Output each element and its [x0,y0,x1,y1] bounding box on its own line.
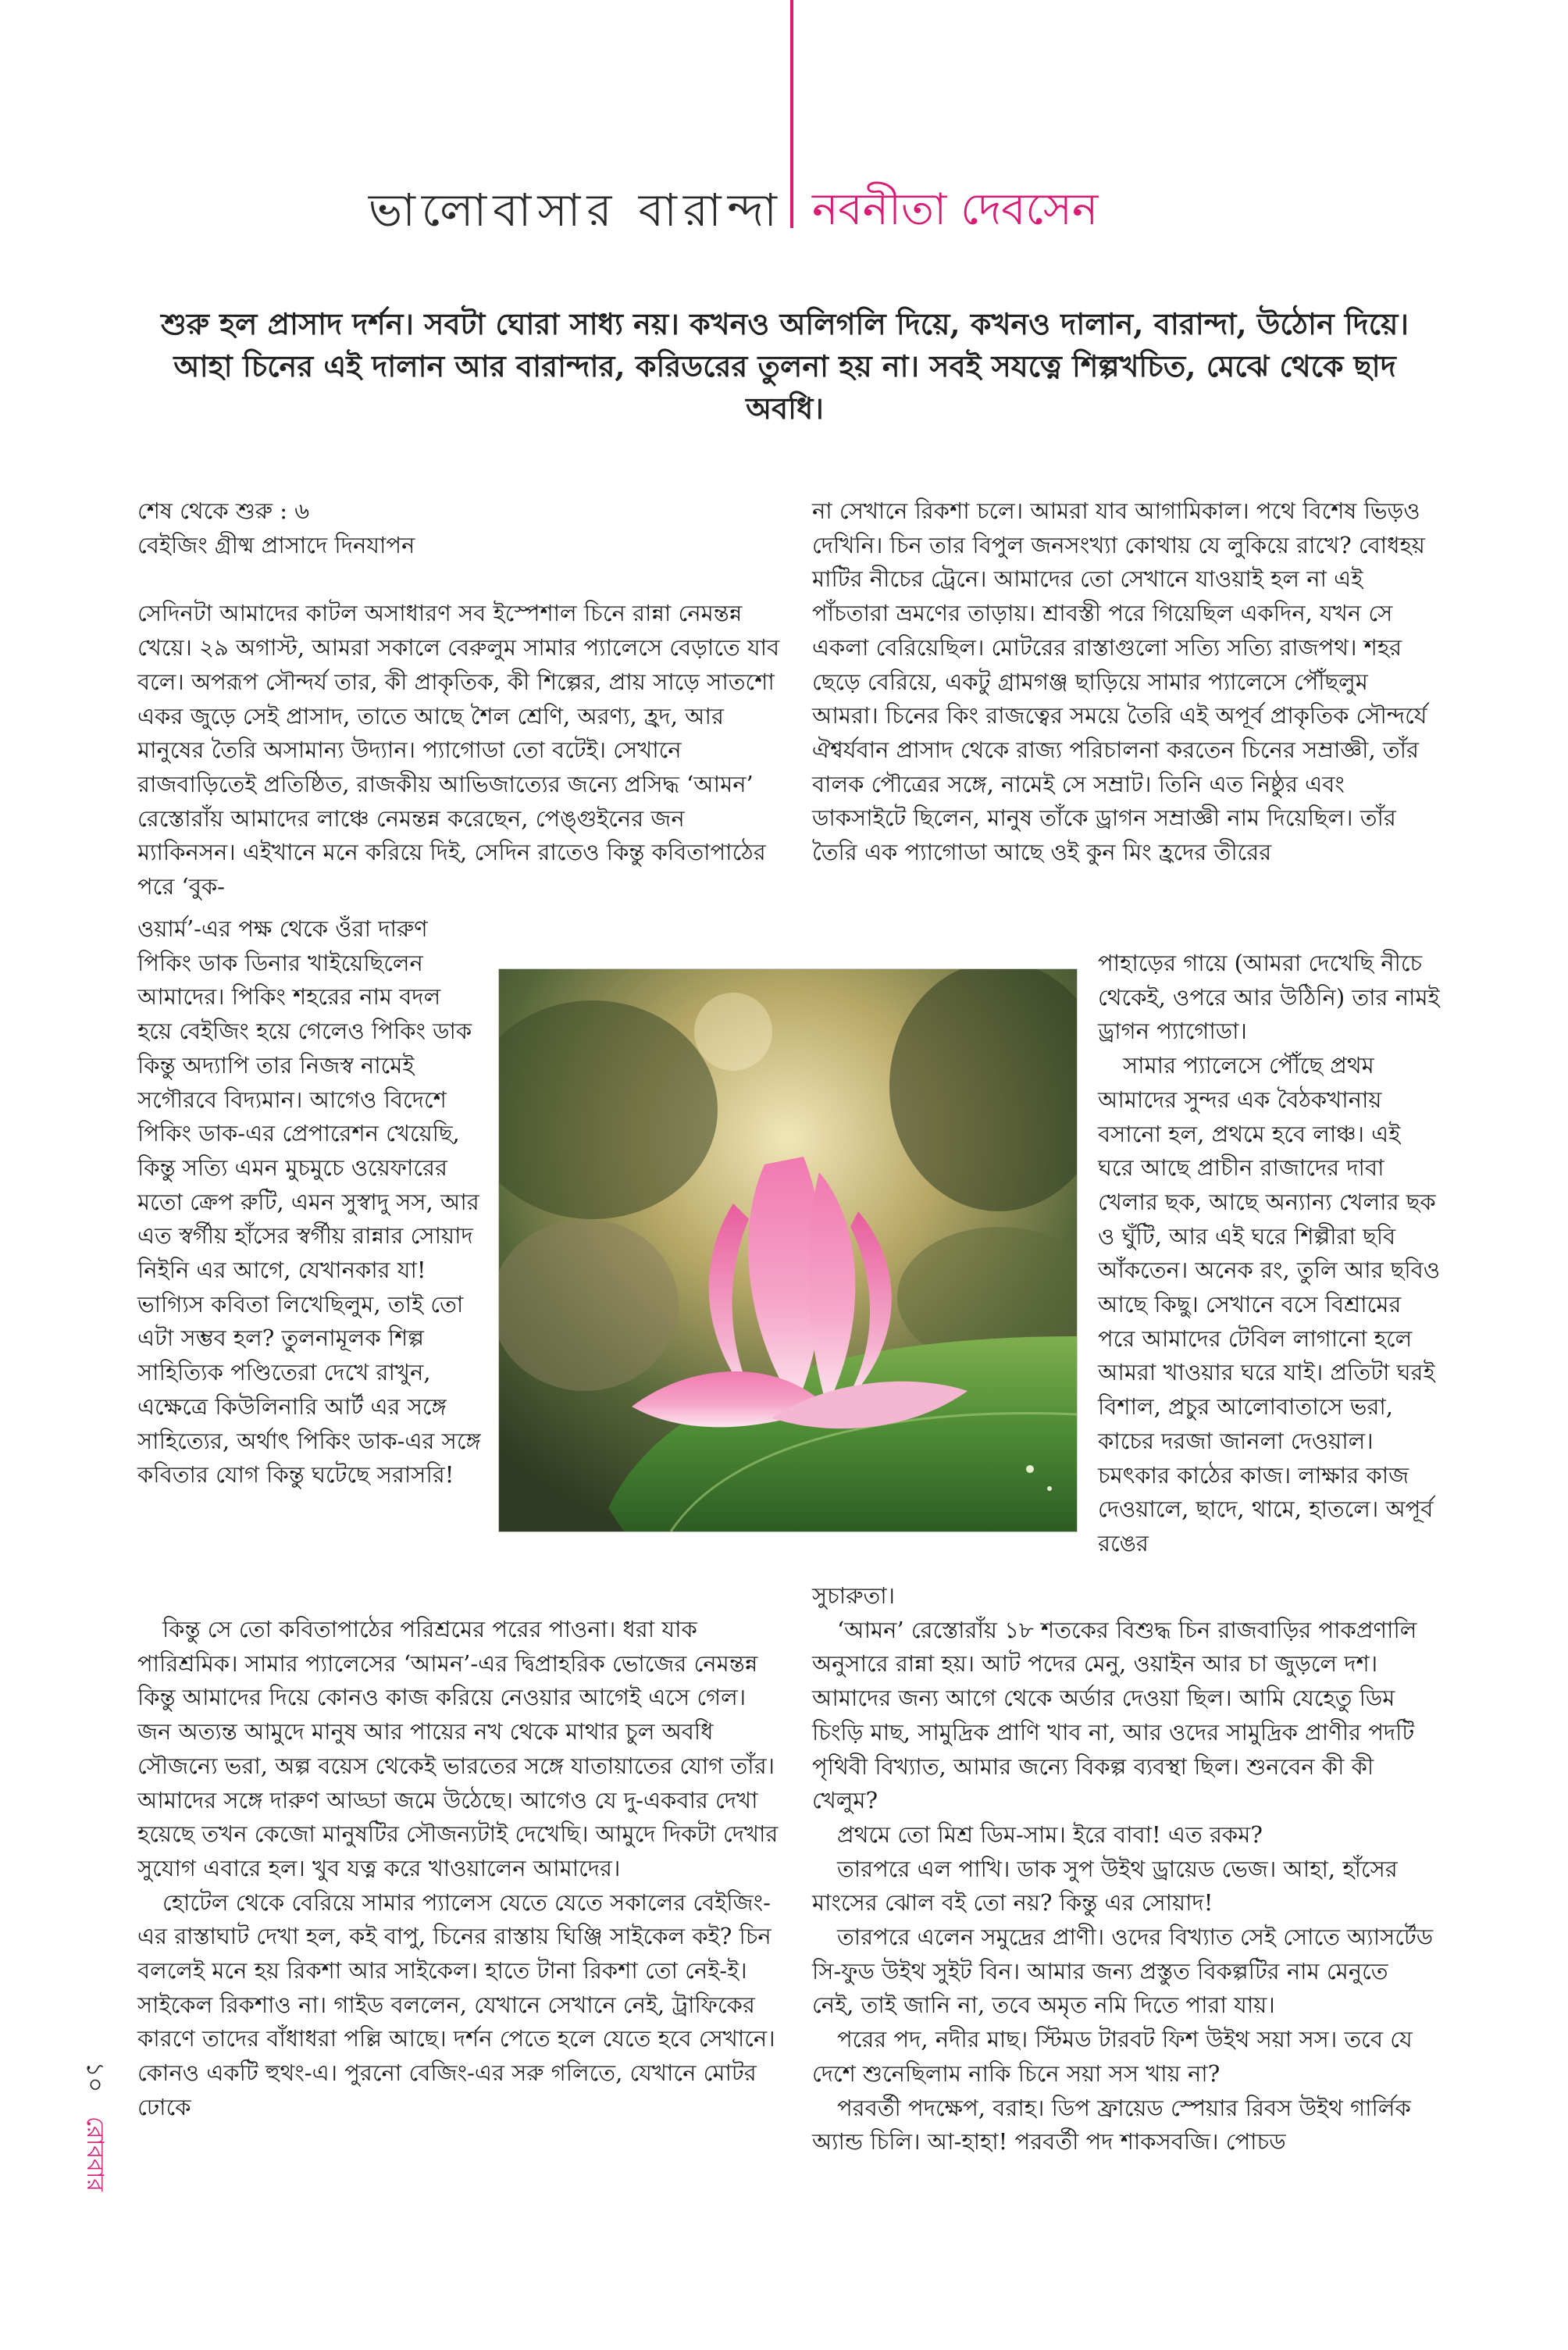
lotus-illustration [499,969,1077,1532]
right-continuation: সুচারুতা। [812,1582,896,1609]
right-paragraph-2: ‘আমন’ রেস্তোরাঁয় ১৮ শতকের বিশুদ্ধ চিন রাজবাড়ির পাকপ্রণালি অনুসারে রান্না হয়। আট পদের মেনু, ওয়াইন আর চা জুড়লে দশ। আমাদের জন্য আগে থেকে অর্ডার দেওয়া ছিল। আমি যেহেতু ডিম চিংড়ি মাছ, সামুদ্রিক প্রাণি খাব না, আর ওদের সামুদ্রিক প্রাণীর পদটি পৃথিবী বিখ্যাত, আমার জন্যে বিকল্প ব্যবস্থা ছিল। শুনবেন কী কী খেলুম? [812,1616,1417,1814]
page-folio [81,2062,116,2218]
right-paragraph-3: প্রথমে তো মিশ্র ডিম-সাম। ইরে বাবা! এত রকম? [837,1820,1263,1848]
right-wrap-text-1: পাহাড়ের গায়ে (আমরা দেখেছি নীচে থেকেই, ওপরে আর উঠিনি) তার নামই ড্রাগন প্যাগোডা। [1098,950,1440,1045]
author-name: নবনীতা দেবসেন [812,184,1099,235]
right-paragraph-6: পরের পদ, নদীর মাছ। স্টিমড টারবট ফিশ উইথ সয়া সস। তবে যে দেশে শুনেছিলাম নাকি চিনে সয়া সস খায় না? [812,2026,1413,2087]
right-paragraph-7: পরবর্তী পদক্ষেপ, বরাহ। ডিপ ফ্রায়েড স্পেয়ার রিবস উইথ গার্লিক অ্যান্ড চিলি। আ-হাহা! পরবর্তী পদ শাকসবজি। পোচড [812,2094,1411,2156]
right-paragraph-5: তারপরে এলেন সমুদ্রের প্রাণী। ওদের বিখ্যাত সেই সোতে অ্যাসর্টেড সি-ফুড উইথ সুইট বিন। আমার জন্য প্রস্তুত বিকল্পটির নাম মেনুতে নেই, তাই জানি না, তবে অমৃত নমি দিতে পারা যায়। [812,1924,1434,2019]
article-heading [137,494,786,562]
left-column-top [137,494,786,904]
left-column-wrap [137,912,481,1492]
left-wrap-text: ওয়ার্ম’-এর পক্ষ থেকে ওঁরা দারুণ পিকিং ডাক ডিনার খাইয়েছিলেন আমাদের। পিকিং শহরের নাম বদল হয়ে বেইজিং হয়ে গেলেও পিকিং ডাক কিন্তু অদ্যাপি তার নিজস্ব নামেই সগৌরবে বিদ্যমান। আগেও বিদেশে পিকিং ডাক-এর প্রেপারেশন খেয়েছি, কিন্তু সত্যি এমন মুচমুচে ওয়েফারের মতো ক্রেপ রুটি, এমন সুস্বাদু সস, আর এত স্বর্গীয় হাঁসের স্বর্গীয় রান্নার সোয়াদ নিইনি এর আগে, যেখানকার যা! ভাগ্যিস কবিতা লিখেছিলুম, তাই তো এটা সম্ভব হল? তুলনামূলক শিল্প সাহিত্যিক পণ্ডিতেরা দেখে রাখুন, এক্ষেত্রে কিউলিনারি আর্ট এর সঙ্গে সাহিত্যের, অর্থাৎ পিকিং ডাক-এর সঙ্গে কবিতার যোগ কিন্তু ঘটেছে সরাসরি! [137,915,481,1489]
intro-standfirst: শুরু হল প্রাসাদ দর্শন। সবটা ঘোরা সাধ্য নয়। কখনও অলিগলি দিয়ে, কখনও দালান, বারান্দা, উঠোন দিয়ে। আহা চিনের এই দালান আর বারান্দার, করিডরের তুলনা হয় না। সবই সযত্নে শিল্পখচিত, মেঝে থেকে ছাদ অবধি। [161,306,1409,426]
right-paragraph-1: না সেখানে রিকশা চলে। আমরা যাব আগামিকাল। পথে বিশেষ ভিড়ও দেখিনি। চিন তার বিপুল জনসংখ্যা কোথায় যে লুকিয়ে রাখে? বোধহয় মাটির নীচের ট্রেনে। আমাদের তো সেখানে যাওয়াই হল না এই পাঁচতারা ভ্রমণের তাড়ায়। শ্রাবস্তী পরে গিয়েছিল একদিন, যখন সে একলা বেরিয়েছিল। মোটরের রাস্তাগুলো সত্যি সত্যি রাজপথ। শহর ছেড়ে বেরিয়ে, একটু গ্রামগঞ্জ ছাড়িয়ে সামার প্যালেসে পৌঁছলুম আমরা। চিনের কিং রাজত্বের সময়ে তৈরি এই অপূর্ব প্রাকৃতিক সৌন্দর্যে ঐশ্বর্যবান প্রাসাদ থেকে রাজ্য পরিচালনা করতেন চিনের সম্রাজ্ঞী, তাঁর বালক পৌত্রের সঙ্গে, নামেই সে সম্রাট। তিনি এত নিষ্ঠুর এবং ডাকসাইটে ছিলেন, মানুষ তাঁকে ড্রাগন সম্রাজ্ঞী নাম দিয়েছিল। তাঁর তৈরি এক প্যাগোডা আছে ওই কুন মিং হ্রদের তীরের [812,497,1427,866]
right-column-top [812,494,1437,870]
header-divider-line [790,0,793,228]
right-column-bottom [812,1579,1437,2159]
left-paragraph-1: সেদিনটা আমাদের কাটল অসাধারণ সব ইস্পেশাল চিনে রান্না নেমন্তন্ন খেয়ে। ২৯ অগাস্ট, আমরা সকালে বেরুলুম সামার প্যালেসে বেড়াতে যাব বলে। অপরূপ সৌন্দর্য তার, কী প্রাকৃতিক, কী শিল্পের, প্রায় সাড়ে সাতশো একর জুড়ে সেই প্রাসাদ, তাতে আছে শৈল শ্রেণি, অরণ্য, হ্রদ, আর মানুষের তৈরি অসামান্য উদ্যান। প্যাগোডা তো বটেই। সেখানে রাজবাড়িতেই প্রতিষ্ঠিত, রাজকীয় আভিজাত্যের জন্যে প্রসিদ্ধ ‘আমন’ রেস্তোরাঁয় আমাদের লাঞ্চে নেমন্তন্ন করেছেন, পেঙ্গুইনের জন ম্যাকিনসন। এইখানে মনে করিয়ে দিই, সেদিন রাতেও কিন্তু কবিতাপাঠের পরে ‘বুক- [137,600,780,900]
heading-line-1: শেষ থেকে শুরু : ৬ [137,497,310,524]
left-column-bottom [137,1613,786,2125]
column-title: ভালোবাসার বারান্দা [368,184,783,237]
magazine-name: রোববার [81,2116,109,2191]
left-paragraph-3: হোটেল থেকে বেরিয়ে সামার প্যালেস যেতে যেতে সকালের বেইজিং-এর রাস্তাঘাট দেখা হল, কই বাপু, চিনের রাস্তায় ঘিঞ্জি সাইকেল কই? চিন বললেই মনে হয় রিকশা আর সাইকেল। হাতে টানা রিকশা তো নেই-ই। সাইকেল রিকশাও না। গাইড বললেন, যেখানে সেখানে নেই, ট্রাফিকের কারণে তাদের বাঁধাধরা পল্লি আছে। দর্শন পেতে হলে যেতে হবে সেখানে। কোনও একটি হুথং-এ। পুরনো বেজিং-এর সরু গলিতে, যেখানে মোটর ঢোকে [137,1888,775,2120]
heading-line-2: বেইজিং গ্রীষ্ম প্রাসাদে দিনযাপন [137,531,415,558]
right-paragraph-4: তারপরে এল পাখি। ডাক সুপ উইথ ড্রায়েড ভেজ। আহা, হাঁসের মাংসের ঝোল বই তো নয়? কিন্তু এর সোয়াদ! [812,1855,1398,1917]
left-paragraph-2: কিন্তু সে তো কবিতাপাঠের পরিশ্রমের পরের পাওনা। ধরা যাক পারিশ্রমিক। সামার প্যালেসের ‘আমন’-এর দ্বিপ্রাহরিক ভোজের নেমন্তন্ন কিন্তু আমাদের দিয়ে কোনও কাজ করিয়ে নেওয়ার আগেই এসে গেল। জন অত্যন্ত আমুদে মানুষ আর পায়ের নখ থেকে মাথার চুল অবধি সৌজন্যে ভরা, অল্প বয়েস থেকেই ভারতের সঙ্গে যাতায়াতের যোগ তাঁর। আমাদের সঙ্গে দারুণ আড্ডা জমে উঠেছে। আগেও যে দু-একবার দেখা হয়েছে তখন কেজো মানুষটির সৌজন্যটাই দেখেছি। আমুদে দিকটা দেখার সুযোগ এবারে হল। খুব যত্ন করে খাওয়ালেন আমাদের। [137,1616,779,1881]
right-wrap-text-2: সামার প্যালেসে পৌঁছে প্রথম আমাদের সুন্দর এক বৈঠকখানায় বসানো হল, প্রথমে হবে লাঞ্চ। এই ঘরে আছে প্রাচীন রাজাদের দাবা খেলার ছক, আছে অন্যান্য খেলার ছক ও ঘুঁটি, আর এই ঘরে শিল্পীরা ছবি আঁকতেন। অনেক রং, তুলি আর ছবিও আছে কিছু। সেখানে বসে বিশ্রামের পরে আমাদের টেবিল লাগানো হলে আমরা খাওয়ার ঘরে যাই। প্রতিটা ঘরই বিশাল, প্রচুর আলোবাতাসে ভরা, কাচের দরজা জানলা দেওয়াল। চমৎকার কাঠের কাজ। লাক্ষার কাজ দেওয়ালে, ছাদে, থামে, হাতলে। অপূর্ব রঙের [1098,1052,1441,1557]
lotus-photo [498,968,1078,1532]
page-number: ১০ [81,2062,109,2092]
right-column-wrap [1098,947,1441,1561]
